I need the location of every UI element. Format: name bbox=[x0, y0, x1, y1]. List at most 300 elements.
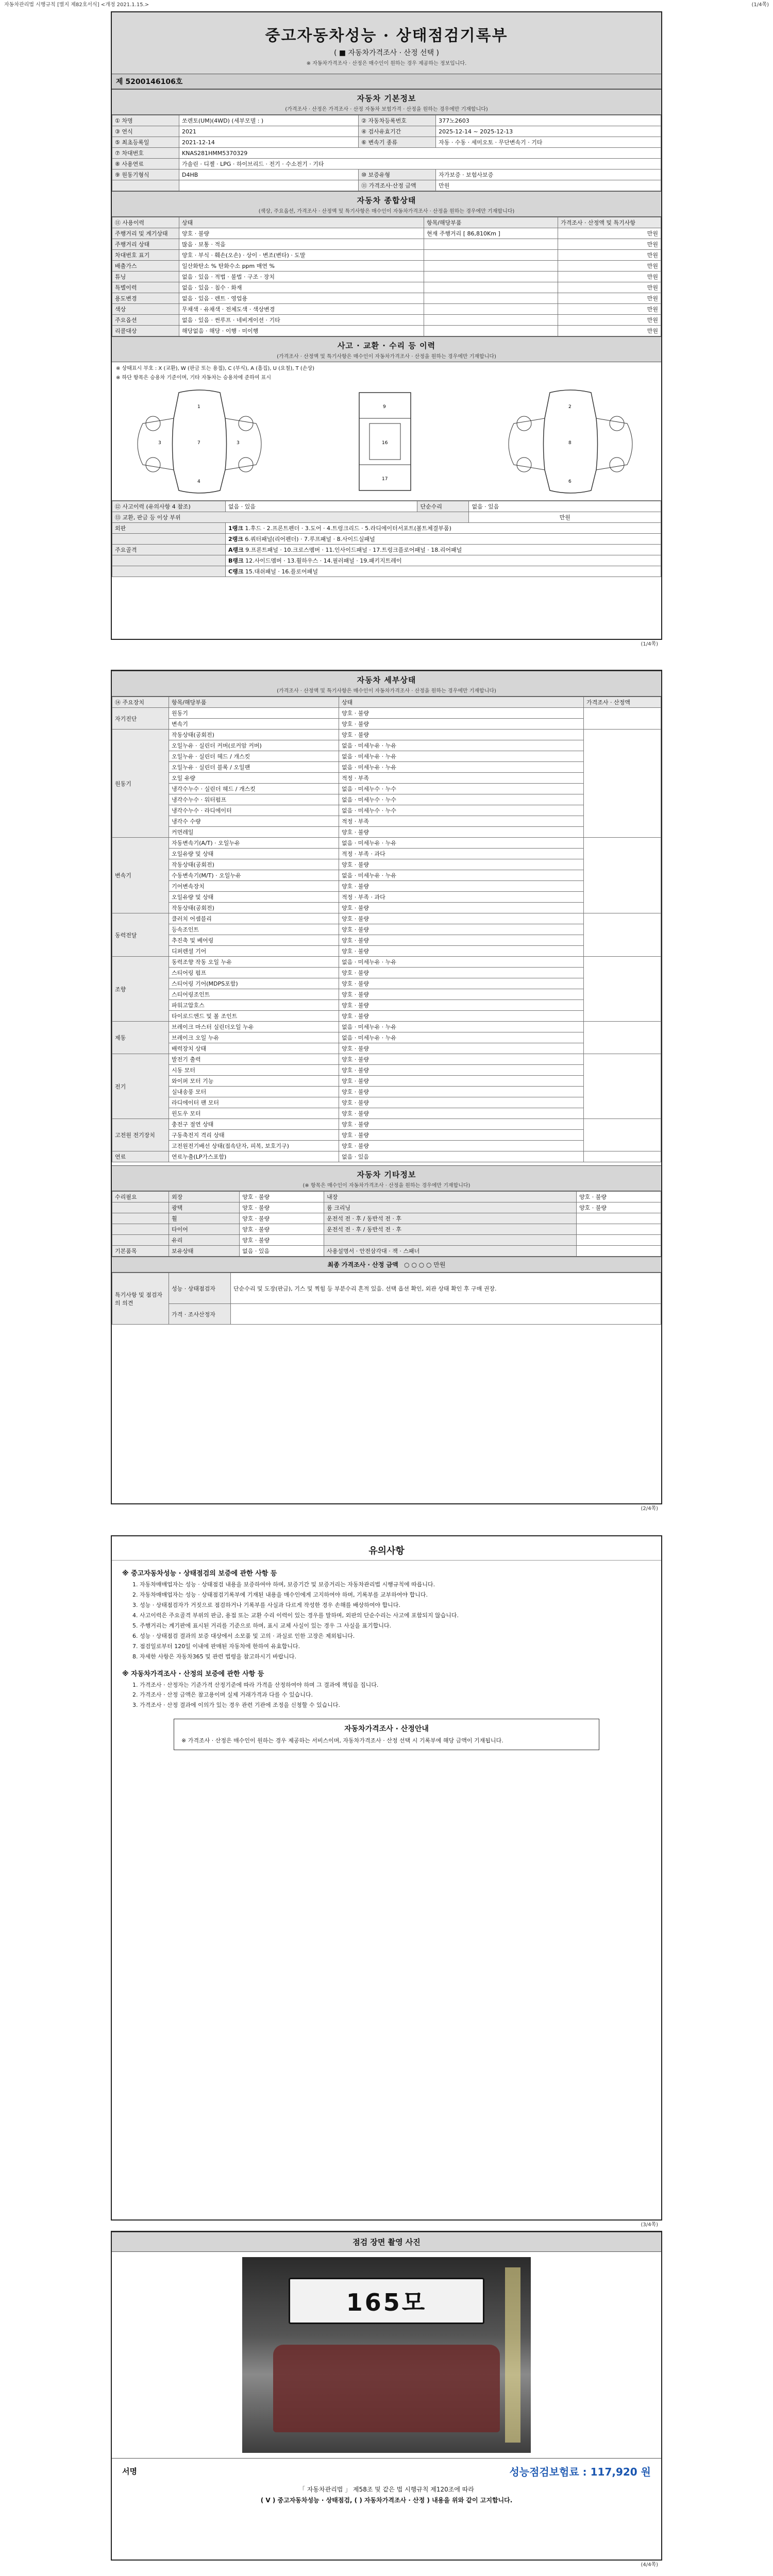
table-row bbox=[112, 903, 661, 913]
item-label: 스티어링 펌프 bbox=[169, 968, 339, 978]
row-detail bbox=[424, 315, 558, 326]
page-number: (2/4쪽) bbox=[641, 1506, 658, 1512]
column-header: 상태 bbox=[179, 217, 424, 228]
item-state: 양호 · 불량 bbox=[339, 1119, 584, 1130]
item-state: 양호 · 불량 bbox=[339, 1065, 584, 1076]
item-state: 양호 · 불량 bbox=[339, 708, 584, 719]
notice-list bbox=[112, 1681, 661, 1710]
table-row bbox=[112, 115, 661, 126]
table-row bbox=[112, 1235, 661, 1246]
section-subtitle: (색상, 주요옵션, 가격조사 · 산정액 및 특기사항은 매수인이 자동차가격조사 · 산정을 원하는 경우에만 기재합니다) bbox=[258, 209, 515, 214]
item-state: 양호 · 불량 bbox=[339, 859, 584, 870]
item-state: 적정 · 부족 bbox=[339, 773, 584, 784]
table-row bbox=[112, 924, 661, 935]
item-label: 파워고압호스 bbox=[169, 1000, 339, 1011]
item-state: 없음 · 미세누유 · 누유 bbox=[339, 762, 584, 773]
cell: 외장 bbox=[169, 1192, 240, 1202]
rank-label: A랭크 bbox=[228, 547, 244, 553]
value: 2025-12-14 ~ 2025-12-13 bbox=[436, 126, 661, 137]
cell bbox=[577, 1224, 661, 1235]
item-label: 등속조인트 bbox=[169, 924, 339, 935]
table-row bbox=[112, 719, 661, 730]
notice-item: 1. 가격조사 · 산정자는 기준가격 산정기준에 따라 가격을 산정하여야 하며 그 결과에 책임을 집니다. bbox=[132, 1681, 379, 1688]
part-number: 8 bbox=[568, 440, 572, 446]
label: 단순수리 bbox=[417, 501, 469, 512]
item-label: 냉각수누수 · 워터펌프 bbox=[169, 794, 339, 805]
table-row bbox=[112, 555, 661, 566]
cell: 운전석 전 · 후 / 동반석 전 · 후 bbox=[324, 1213, 577, 1224]
row-label: 특별이력 bbox=[112, 282, 179, 293]
label bbox=[112, 555, 226, 566]
table-row bbox=[112, 293, 661, 304]
item-label: 라디에이터 팬 모터 bbox=[169, 1097, 339, 1108]
rank-label: 1랭크 bbox=[228, 525, 243, 532]
row-detail bbox=[424, 293, 558, 304]
row-state: 많음 · 보통 · 적음 bbox=[179, 239, 424, 250]
table-row bbox=[112, 946, 661, 957]
table-row bbox=[112, 827, 661, 838]
price-cell bbox=[584, 1022, 661, 1054]
table-row bbox=[112, 794, 661, 805]
item-label: 변속기 bbox=[169, 719, 339, 730]
group-label: 조향 bbox=[112, 957, 169, 1022]
cell: 양호 · 불량 bbox=[240, 1213, 324, 1224]
table-row bbox=[112, 1202, 661, 1213]
row-detail bbox=[424, 326, 558, 336]
row-detail bbox=[424, 239, 558, 250]
item-state: 양호 · 불량 bbox=[339, 1087, 584, 1097]
row-price: 만원 bbox=[558, 282, 661, 293]
item-state: 적정 · 부족 · 과다 bbox=[339, 849, 584, 859]
table-row bbox=[112, 126, 661, 137]
column-header: 가격조사 · 산정액 bbox=[584, 697, 661, 708]
item-label: 냉각수 수량 bbox=[169, 816, 339, 827]
item-state: 양호 · 불량 bbox=[339, 1000, 584, 1011]
cell: 운전석 전 · 후 / 동반석 전 · 후 bbox=[324, 1224, 577, 1235]
final-price-label: 최종 가격조사 · 산정 금액 bbox=[327, 1261, 398, 1268]
row-label: 주요옵션 bbox=[112, 315, 179, 326]
rank-label: B랭크 bbox=[228, 557, 244, 564]
item-label: 디퍼렌셜 기어 bbox=[169, 946, 339, 957]
row-label: 차대번호 표기 bbox=[112, 250, 179, 261]
table-row bbox=[112, 326, 661, 336]
label: ① 차명 bbox=[112, 115, 179, 126]
item-label: 시동 모터 bbox=[169, 1065, 339, 1076]
notice-item: 5. 주행거리는 계기판에 표시된 거리를 기준으로 하며, 표시 교체 사실이 있는 경우 그 사실을 표기합니다. bbox=[132, 1622, 392, 1629]
item-state: 없음 · 미세누수 · 누수 bbox=[339, 784, 584, 794]
item-label: 실내송풍 모터 bbox=[169, 1087, 339, 1097]
value bbox=[226, 523, 661, 534]
table-row bbox=[112, 282, 661, 293]
item-label: 클러치 어셈블리 bbox=[169, 913, 339, 924]
section-subtitle: (가격조사 · 산정액 및 특기사항은 매수인이 자동차가격조사 · 산정을 원하는 경우에만 기재합니다) bbox=[277, 354, 496, 360]
section-title: 자동차 기본정보 bbox=[357, 94, 416, 103]
table-row bbox=[112, 180, 661, 191]
item-label: 수동변속기(M/T) · 오일누유 bbox=[169, 870, 339, 881]
other-info-table bbox=[112, 1191, 661, 1257]
item-state: 적정 · 부족 · 과다 bbox=[339, 892, 584, 903]
cell: 휠 bbox=[169, 1213, 240, 1224]
section-title: 사고 · 교환 · 수리 등 이력 bbox=[337, 341, 436, 350]
cell: 양호 · 불량 bbox=[240, 1192, 324, 1202]
cell: 보유상태 bbox=[169, 1246, 240, 1257]
section-title: 자동차 종합상태 bbox=[357, 196, 416, 205]
row-detail bbox=[424, 250, 558, 261]
label: 주요골격 bbox=[112, 545, 226, 555]
cell: 기본품목 bbox=[112, 1246, 169, 1257]
cell bbox=[577, 1235, 661, 1246]
group-label: 자기진단 bbox=[112, 708, 169, 730]
overall-status-table bbox=[112, 217, 661, 336]
item-label: 브레이크 오일 누유 bbox=[169, 1032, 339, 1043]
table-row bbox=[112, 239, 661, 250]
item-state: 없음 · 미세누유 · 누유 bbox=[339, 838, 584, 849]
row-detail bbox=[424, 304, 558, 315]
item-state: 없음 · 미세누유 · 누유 bbox=[339, 751, 584, 762]
price-cell bbox=[584, 957, 661, 1022]
part-number: 4 bbox=[197, 479, 200, 484]
item-state: 양호 · 불량 bbox=[339, 978, 584, 989]
rank-items: 6.쿼터패널(리어펜더) · 7.루프패널 · 8.사이드실패널 bbox=[245, 536, 375, 543]
part-number: 1 bbox=[197, 404, 200, 410]
signature-label: 서명 bbox=[122, 2467, 137, 2476]
label bbox=[112, 566, 226, 577]
table-row bbox=[112, 1246, 661, 1257]
rank-label: 2랭크 bbox=[228, 536, 243, 543]
cell: 수리필요 bbox=[112, 1192, 169, 1202]
part-number: 2 bbox=[568, 404, 572, 410]
part-number: 6 bbox=[568, 479, 572, 484]
item-label: 작동상태(공회전) bbox=[169, 730, 339, 740]
price-cell bbox=[584, 1151, 661, 1162]
part-number: 9 bbox=[383, 404, 386, 410]
label: ⑩ 보증유형 bbox=[359, 170, 436, 180]
table-row bbox=[112, 816, 661, 827]
table-row bbox=[112, 170, 661, 180]
item-label: 냉각수누수 · 라디에이터 bbox=[169, 805, 339, 816]
notice-list bbox=[112, 1581, 661, 1661]
table-row bbox=[112, 762, 661, 773]
item-label: 오일유량 및 상태 bbox=[169, 892, 339, 903]
table-header-row bbox=[112, 697, 661, 708]
table-row bbox=[112, 1141, 661, 1151]
rank-items: 9.프론트패널 · 10.크로스멤버 · 11.인사이드패널 · 17.트렁크플로어패널 · 18.리어패널 bbox=[245, 547, 462, 553]
cell: 유리 bbox=[169, 1235, 240, 1246]
value: 가솔린 · 디젤 · LPG · 하이브리드 · 전기 · 수소전기 · 기타 bbox=[179, 159, 661, 170]
item-state: 양호 · 불량 bbox=[339, 730, 584, 740]
cell: 없음 · 있음 bbox=[240, 1246, 324, 1257]
item-state: 양호 · 불량 bbox=[339, 946, 584, 957]
part-number: 7 bbox=[197, 440, 200, 446]
column-header: ⑭ 주요장치 bbox=[112, 697, 169, 708]
page-indicator: (1/4쪽) bbox=[751, 2, 769, 8]
notice-title: 유의사항 bbox=[112, 1536, 661, 1561]
page-1 bbox=[111, 11, 662, 647]
document-subtitle: ( ■ 자동차가격조사 · 산정 선택 ) bbox=[333, 49, 440, 57]
column-header: ⑪ 사용이력 bbox=[112, 217, 179, 228]
column-header: 항목/해당부품 bbox=[424, 217, 558, 228]
item-state: 없음 · 미세누유 · 누유 bbox=[339, 1022, 584, 1032]
group-label: 전기 bbox=[112, 1054, 169, 1119]
table-row bbox=[112, 1192, 661, 1202]
cell bbox=[112, 1202, 169, 1213]
notice-item: 4. 사고이력은 주요골격 부위의 판금, 용접 또는 교환 수리 이력이 있는 경우를 말하며, 외판의 단순수리는 사고에 포함되지 않습니다. bbox=[132, 1612, 459, 1619]
car-diagram bbox=[112, 382, 661, 501]
row-label: 튜닝 bbox=[112, 272, 179, 282]
row-detail bbox=[424, 282, 558, 293]
part-number: 16 bbox=[382, 440, 388, 446]
price-cell bbox=[584, 838, 661, 913]
detail-status-body bbox=[112, 708, 661, 1162]
label bbox=[112, 180, 179, 191]
table-row bbox=[112, 1273, 661, 1304]
value: 만원 bbox=[469, 512, 661, 523]
notice-item: 1. 자동차매매업자는 성능 · 상태점검 내용을 보증하여야 하며, 보증기간 및 보증거리는 자동차관리법 시행규칙에 따릅니다. bbox=[132, 1581, 435, 1588]
rank-label: C랭크 bbox=[228, 568, 244, 575]
basic-info-header bbox=[112, 89, 661, 115]
label: ⑬ 교환, 판금 등 이상 부위 bbox=[112, 512, 469, 523]
row-detail: 현재 주행거리 [ 86,810Km ] bbox=[424, 228, 558, 239]
item-label: 타이로드엔드 및 볼 조인트 bbox=[169, 1011, 339, 1022]
cell: 룸 크리닝 bbox=[324, 1202, 577, 1213]
detail-status-header bbox=[112, 671, 661, 697]
row-price: 만원 bbox=[558, 326, 661, 336]
notice-item: 3. 성능 · 상태점검자가 거짓으로 점검하거나 기록부를 사실과 다르게 작성한 경우 손해를 배상하여야 합니다. bbox=[132, 1601, 400, 1608]
row-label: 주행거리 및 계기상태 bbox=[112, 228, 179, 239]
table-row bbox=[112, 870, 661, 881]
car-outline-right-icon bbox=[493, 387, 648, 496]
row-label: 리콜대상 bbox=[112, 326, 179, 336]
value bbox=[226, 566, 661, 577]
table-row bbox=[112, 740, 661, 751]
table-row bbox=[112, 784, 661, 794]
item-state: 양호 · 불량 bbox=[339, 968, 584, 978]
item-state: 양호 · 불량 bbox=[339, 1141, 584, 1151]
item-label: 오일 유량 bbox=[169, 773, 339, 784]
item-state: 양호 · 불량 bbox=[339, 719, 584, 730]
value: 2021-12-14 bbox=[179, 137, 359, 148]
value: 2021 bbox=[179, 126, 359, 137]
row-state: 일산화탄소 % 탄화수소 ppm 매연 % bbox=[179, 261, 424, 272]
item-state: 양호 · 불량 bbox=[339, 1011, 584, 1022]
label: 외판 bbox=[112, 523, 226, 534]
table-row bbox=[112, 968, 661, 978]
status-legend: ※ 상태표시 부호 : X (교환), W (판금 또는 용접), C (부식), A (흠집), U (요철), T (손상) bbox=[116, 366, 315, 371]
table-row bbox=[112, 534, 661, 545]
price-cell bbox=[584, 730, 661, 838]
cell bbox=[112, 1224, 169, 1235]
other-info-header bbox=[112, 1165, 661, 1191]
row-label: 용도변경 bbox=[112, 293, 179, 304]
table-row bbox=[112, 773, 661, 784]
item-state: 양호 · 불량 bbox=[339, 881, 584, 892]
table-row bbox=[112, 137, 661, 148]
inspector-remark: 단순수리 및 도장(판금), 기스 및 찍힘 등 부분수리 흔적 있음. 선택 옵션 확인, 외관 상태 확인 후 구매 권장. bbox=[231, 1273, 661, 1304]
value: 없음 · 있음 bbox=[469, 501, 661, 512]
cell bbox=[112, 1213, 169, 1224]
cell: 타이어 bbox=[169, 1224, 240, 1235]
price-cell bbox=[584, 1054, 661, 1119]
item-label: 오일누유 · 실린더 블록 / 오일팬 bbox=[169, 762, 339, 773]
table-row bbox=[112, 859, 661, 870]
value bbox=[179, 180, 359, 191]
inspection-photo bbox=[242, 2257, 531, 2453]
row-state: 양호 · 불량 bbox=[179, 228, 424, 239]
table-row bbox=[112, 1022, 661, 1032]
group-label: 연료 bbox=[112, 1151, 169, 1162]
price-cell bbox=[584, 708, 661, 730]
table-row bbox=[112, 957, 661, 968]
label: ⑨ 원동기형식 bbox=[112, 170, 179, 180]
label: ⑤ 최초등록일 bbox=[112, 137, 179, 148]
item-state: 없음 · 미세누유 · 누유 bbox=[339, 957, 584, 968]
item-label: 구동축전지 격리 상태 bbox=[169, 1130, 339, 1141]
notice-item: 6. 성능 · 상태점검 결과의 보증 대상에서 소모품 및 고의 · 과실로 인한 고장은 제외됩니다. bbox=[132, 1632, 355, 1639]
table-row bbox=[112, 545, 661, 555]
cell: 양호 · 불량 bbox=[240, 1202, 324, 1213]
label: ⑧ 사용연료 bbox=[112, 159, 179, 170]
table-row bbox=[112, 1304, 661, 1325]
light-strip bbox=[505, 2267, 520, 2443]
group-label: 원동기 bbox=[112, 730, 169, 838]
group-label: 동력전달 bbox=[112, 913, 169, 957]
row-price: 만원 bbox=[558, 250, 661, 261]
cell bbox=[324, 1235, 577, 1246]
item-label: 윈도우 모터 bbox=[169, 1108, 339, 1119]
table-row bbox=[112, 148, 661, 159]
value bbox=[226, 534, 661, 545]
page-number: (1/4쪽) bbox=[641, 641, 658, 647]
document-number: 제 5200146106호 bbox=[112, 74, 661, 89]
table-row bbox=[112, 1151, 661, 1162]
item-label: 오일유량 및 상태 bbox=[169, 849, 339, 859]
page-4 bbox=[111, 2231, 662, 2568]
price-cell bbox=[584, 913, 661, 957]
basic-info-table bbox=[112, 115, 661, 191]
item-state: 양호 · 불량 bbox=[339, 1054, 584, 1065]
row-state: 없음 · 있음 · 침수 · 화재 bbox=[179, 282, 424, 293]
document-header bbox=[112, 12, 661, 74]
label: 특기사항 및 점검자의 의견 bbox=[112, 1273, 169, 1325]
section-subtitle: (가격조사 · 산정액 및 특기사항은 매수인이 자동차가격조사 · 산정을 원하는 경우에만 기재합니다) bbox=[277, 688, 496, 694]
item-label: 커먼레일 bbox=[169, 827, 339, 838]
table-row bbox=[112, 913, 661, 924]
table-row bbox=[112, 272, 661, 282]
table-row bbox=[112, 838, 661, 849]
item-state: 없음 · 미세누유 · 누유 bbox=[339, 1032, 584, 1043]
column-header: 가격조사 · 산정액 및 특기사항 bbox=[558, 217, 661, 228]
item-state: 양호 · 불량 bbox=[339, 827, 584, 838]
cell: 양호 · 불량 bbox=[240, 1235, 324, 1246]
value: 자가보증 · 보험사보증 bbox=[436, 170, 661, 180]
value: 377노2603 bbox=[436, 115, 661, 126]
legal-line-1: 「 자동차관리법 」 제58조 및 같은 법 시행규칙 제120조에 따라 bbox=[299, 2486, 474, 2493]
section-subtitle: (가격조사 · 산정은 가격조사 · 산정 자동차 보험가격 · 산정을 원하는 경우에만 기재합니다) bbox=[285, 107, 488, 112]
label: ⑥ 변속기 종류 bbox=[359, 137, 436, 148]
table-row bbox=[112, 730, 661, 740]
accident-table bbox=[112, 501, 661, 577]
other-info-body bbox=[112, 1192, 661, 1257]
item-state: 양호 · 불량 bbox=[339, 1108, 584, 1119]
item-label: 추진축 및 베어링 bbox=[169, 935, 339, 946]
row-price: 만원 bbox=[558, 293, 661, 304]
table-row bbox=[112, 501, 661, 512]
notice-item: 3. 가격조사 · 산정 결과에 이의가 있는 경우 관련 기관에 조정을 신청할 수 있습니다. bbox=[132, 1702, 340, 1709]
table-row bbox=[112, 1011, 661, 1022]
appraiser-remark bbox=[231, 1304, 661, 1325]
table-row bbox=[112, 261, 661, 272]
cell: 양호 · 불량 bbox=[577, 1192, 661, 1202]
box-title: 자동차가격조사 · 산정안내 bbox=[344, 1725, 429, 1734]
appraisal-guide-box bbox=[174, 1719, 599, 1750]
table-row bbox=[112, 1119, 661, 1130]
table-row bbox=[112, 1054, 661, 1065]
page-3 bbox=[111, 1535, 662, 2228]
item-state: 없음 · 미세누유 · 누유 bbox=[339, 740, 584, 751]
row-state: 양호 · 부식 · 훼손(오손) · 상이 · 변조(변타) · 도말 bbox=[179, 250, 424, 261]
item-label: 고전원전기배선 상태(접속단자, 피복, 보호기구) bbox=[169, 1141, 339, 1151]
item-label: 충전구 절연 상태 bbox=[169, 1119, 339, 1130]
table-row bbox=[112, 935, 661, 946]
column-header: 항목/해당부품 bbox=[169, 697, 339, 708]
box-text: ※ 가격조사 · 산정은 매수인이 원하는 경우 제공하는 서비스이며, 자동차가격조사 · 산정 선택 시 기록부에 해당 금액이 기재됩니다. bbox=[181, 1737, 503, 1744]
row-label: 색상 bbox=[112, 304, 179, 315]
column-header: 상태 bbox=[339, 697, 584, 708]
top-bar bbox=[0, 0, 773, 8]
row-detail bbox=[424, 272, 558, 282]
header-note: ※ 자동차가격조사 · 산정은 매수인이 원하는 경우 제공하는 정보입니다. bbox=[306, 61, 467, 66]
row-label: 주행거리 상태 bbox=[112, 239, 179, 250]
item-label: 작동상태(공회전) bbox=[169, 903, 339, 913]
notice-item: 2. 가격조사 · 산정 금액은 참고용이며 실제 거래가격과 다를 수 있습니다. bbox=[132, 1691, 313, 1699]
notice-section-heading: ※ 자동차가격조사 · 산정의 보증에 관한 사항 등 bbox=[122, 1670, 264, 1678]
item-label: 배력장치 상태 bbox=[169, 1043, 339, 1054]
detail-status-table bbox=[112, 697, 661, 1162]
table-header-row bbox=[112, 217, 661, 228]
table-row bbox=[112, 881, 661, 892]
table-row bbox=[112, 1032, 661, 1043]
item-state: 양호 · 불량 bbox=[339, 1097, 584, 1108]
table-row bbox=[112, 1076, 661, 1087]
table-row bbox=[112, 805, 661, 816]
row-price: 만원 bbox=[558, 261, 661, 272]
table-row bbox=[112, 708, 661, 719]
item-label: 냉각수누수 · 실린더 헤드 / 개스킷 bbox=[169, 784, 339, 794]
accident-history-header bbox=[112, 336, 661, 362]
item-state: 없음 · 있음 bbox=[339, 1151, 584, 1162]
row-price: 만원 bbox=[558, 272, 661, 282]
notice-item: 8. 자세한 사항은 자동차365 및 관련 법령을 참고하시기 바랍니다. bbox=[132, 1653, 296, 1660]
label: 성능 · 상태점검자 bbox=[169, 1273, 231, 1304]
table-row bbox=[112, 159, 661, 170]
table-row bbox=[112, 1130, 661, 1141]
label: ⑪ 가격조사·산정 금액 bbox=[359, 180, 436, 191]
table-row bbox=[112, 1213, 661, 1224]
page-2 bbox=[111, 670, 662, 1512]
part-number: 17 bbox=[382, 477, 388, 482]
cell: 양호 · 불량 bbox=[240, 1224, 324, 1235]
item-state: 양호 · 불량 bbox=[339, 903, 584, 913]
car-frame-icon bbox=[308, 387, 462, 496]
value: KNAS281HMM5370329 bbox=[179, 148, 661, 159]
rank-items: 1.후드 · 2.프론트펜더 · 3.도어 · 4.트렁크리드 · 5.라디에이터서포트(볼트체결부품) bbox=[245, 525, 451, 532]
item-state: 없음 · 미세누유 · 누유 bbox=[339, 870, 584, 881]
group-label: 고전원 전기장치 bbox=[112, 1119, 169, 1151]
label: ④ 검사유효기간 bbox=[359, 126, 436, 137]
table-row bbox=[112, 523, 661, 534]
rank-items: 12.사이드멤버 · 13.휠하우스 · 14.필러패널 · 19.패키지트레이 bbox=[245, 557, 402, 564]
cell: 사용설명서 · 안전삼각대 · 잭 · 스패너 bbox=[324, 1246, 577, 1257]
